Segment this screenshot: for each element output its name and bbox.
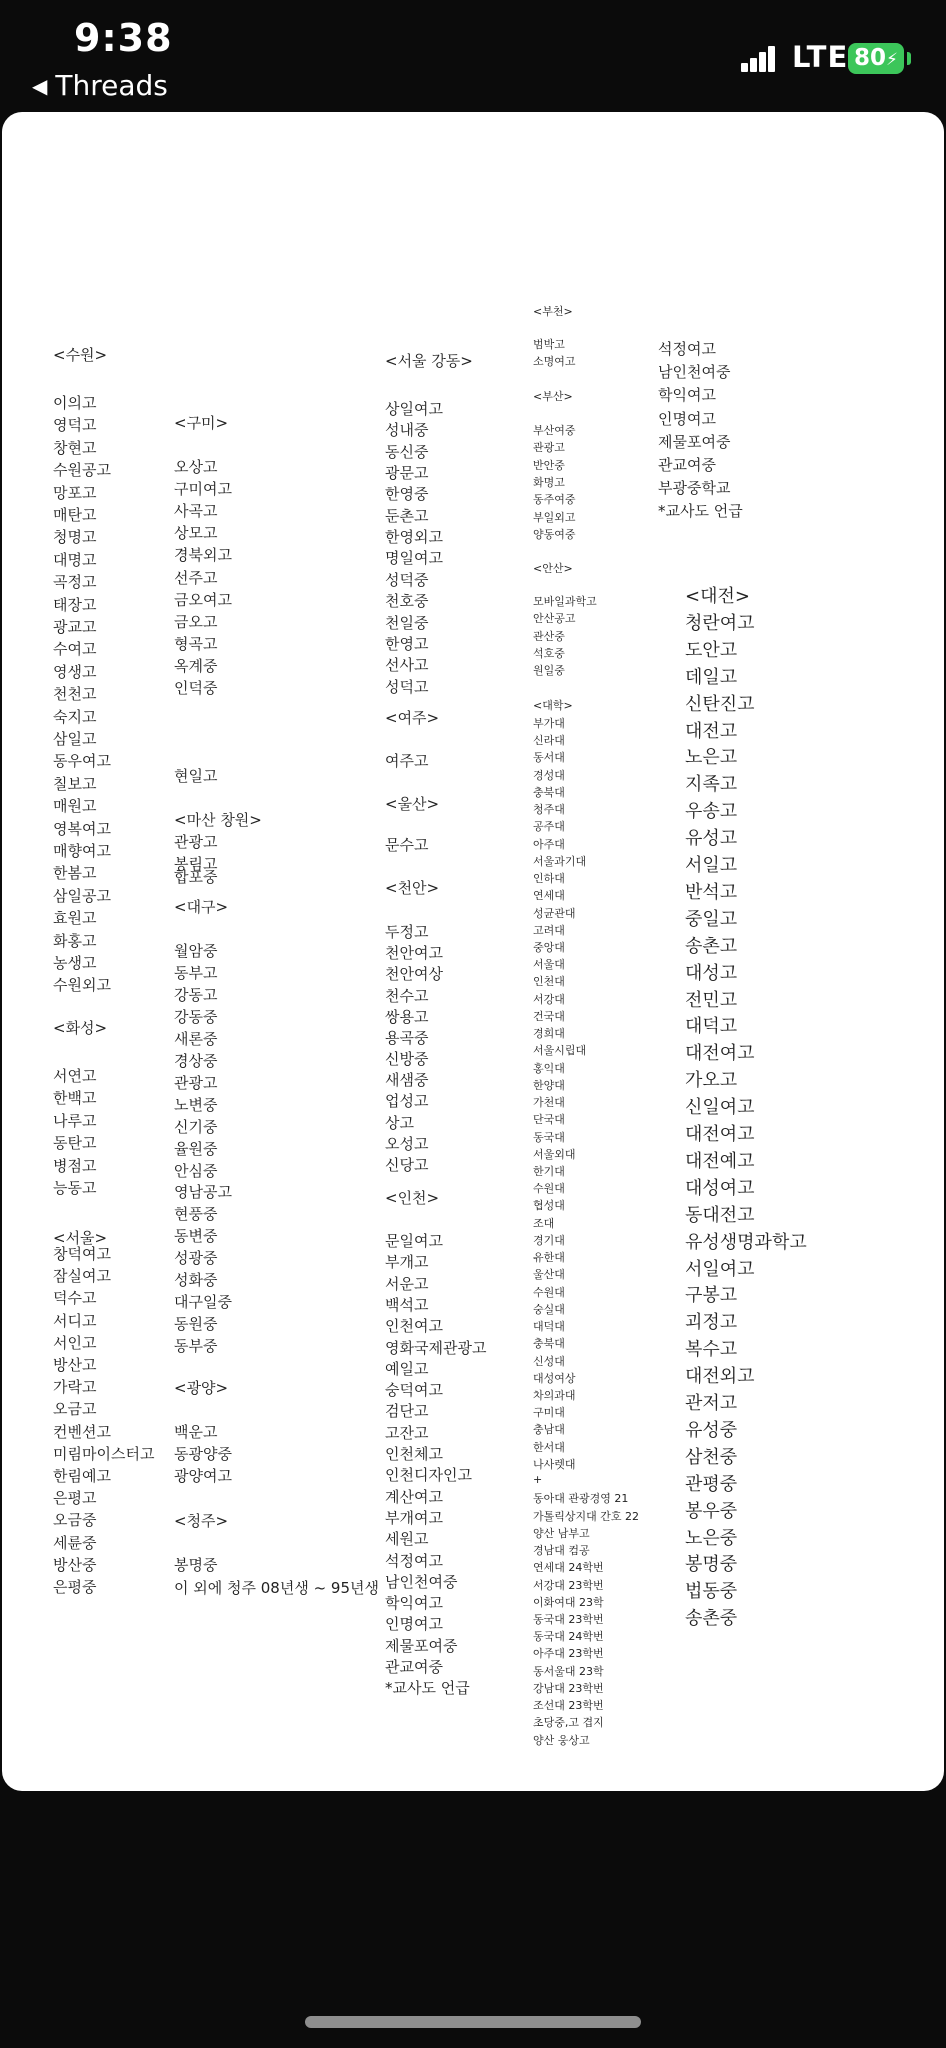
list-item: 석정여고 xyxy=(658,340,716,358)
list-item: 수원대 xyxy=(533,1182,565,1196)
list-item: 대전예고 xyxy=(685,1150,755,1172)
list-item: 한영중 xyxy=(385,485,429,504)
list-item: 중일고 xyxy=(685,908,738,930)
list-item: 충남대 xyxy=(533,1423,565,1437)
list-item: 컨벤션고 xyxy=(53,1422,111,1441)
list-item: 백운고 xyxy=(174,1423,218,1441)
list-item: 건국대 xyxy=(533,1009,565,1023)
list-item: 서울과기대 xyxy=(533,854,587,868)
list-item: 화홍고 xyxy=(53,931,97,950)
list-item: 경상중 xyxy=(174,1051,218,1070)
region-heading: <대구> xyxy=(174,898,229,916)
list-item: 부광중학교 xyxy=(658,479,731,498)
list-item: 잠실여고 xyxy=(53,1267,111,1286)
list-item: 오상고 xyxy=(174,458,218,476)
list-item: 청란여고 xyxy=(685,612,755,634)
list-item: 한백고 xyxy=(53,1089,97,1108)
list-item: 유성고 xyxy=(685,828,738,850)
list-item: 안심중 xyxy=(174,1161,218,1180)
list-item: 미림마이스터고 xyxy=(53,1444,155,1463)
list-item: 창덕여고 xyxy=(53,1245,111,1263)
region-heading: <대전> xyxy=(685,586,750,607)
list-item: 영화국제관광고 xyxy=(385,1338,487,1357)
list-item: 초당중,고 겹지 xyxy=(533,1716,604,1730)
list-item: 광교고 xyxy=(53,618,97,636)
list-item: 서울시립대 xyxy=(533,1044,587,1058)
list-item: 서강대 xyxy=(533,992,565,1006)
list-item: 대덕대 xyxy=(533,1320,565,1334)
list-item: 유성중 xyxy=(685,1419,738,1441)
list-item: 가오고 xyxy=(685,1070,738,1092)
list-item: 천호중 xyxy=(385,592,429,611)
list-item: 방산고 xyxy=(53,1356,97,1374)
list-item: 제물포여중 xyxy=(385,1636,458,1655)
list-item: 오금중 xyxy=(53,1511,97,1530)
list-item: 청주대 xyxy=(533,803,565,817)
list-item: 봉우중 xyxy=(685,1500,738,1522)
list-item: 농생고 xyxy=(53,954,97,972)
list-item: 대전고 xyxy=(685,720,738,742)
list-item: 한기대 xyxy=(533,1164,565,1178)
list-item: 관산중 xyxy=(533,629,565,643)
list-item: 소명여고 xyxy=(533,355,576,369)
list-item: 부가대 xyxy=(533,717,565,730)
status-bar xyxy=(0,0,946,110)
list-item: 성내중 xyxy=(385,421,429,440)
list-item: 신방중 xyxy=(385,1050,429,1069)
list-item: 화명고 xyxy=(533,475,565,489)
list-item: 율원중 xyxy=(174,1139,218,1158)
region-heading: <구미> xyxy=(174,414,229,432)
list-item: 전민고 xyxy=(685,989,738,1011)
region-heading: <청주> xyxy=(174,1512,229,1530)
list-item: 원일중 xyxy=(533,664,565,678)
list-item: 서울대 xyxy=(533,958,565,972)
list-item: 여주고 xyxy=(385,752,429,770)
list-item: 동서대 xyxy=(533,751,565,765)
list-item: 데일고 xyxy=(685,666,738,688)
list-item: 충북대 xyxy=(533,785,565,799)
list-item: 성광중 xyxy=(174,1249,218,1268)
list-item: 쌍용고 xyxy=(385,1007,429,1026)
list-item: 월암중 xyxy=(174,942,218,960)
list-item: 노은고 xyxy=(685,747,738,769)
list-item: 백석고 xyxy=(385,1295,429,1314)
list-item: 고잔고 xyxy=(385,1423,429,1442)
list-item: 세원고 xyxy=(385,1530,429,1549)
list-item: 형곡고 xyxy=(174,634,218,653)
list-item: 선주고 xyxy=(174,568,218,587)
list-item: 송촌고 xyxy=(685,935,738,957)
list-item: 반석고 xyxy=(685,881,738,903)
list-item: 관저고 xyxy=(685,1393,738,1414)
list-item: 안산공고 xyxy=(533,612,576,626)
list-item: 한영고 xyxy=(385,634,429,653)
list-item: 강남대 23학번 xyxy=(533,1681,604,1695)
list-item: *교사도 언급 xyxy=(385,1679,470,1698)
list-item: 경남대 컴공 xyxy=(533,1544,590,1558)
list-item: 단국대 xyxy=(533,1113,565,1127)
list-item: 노변중 xyxy=(174,1095,218,1114)
list-item: 삼일고 xyxy=(53,730,97,748)
list-item: 동국대 24학번 xyxy=(533,1630,604,1644)
list-item: 가천대 xyxy=(533,1096,565,1110)
region-heading: <수원> xyxy=(53,346,108,364)
list-item: 이화여대 23학 xyxy=(533,1595,604,1609)
region-heading: <천안> xyxy=(385,879,440,897)
list-item: 구미대 xyxy=(533,1406,565,1420)
region-heading: <인천> xyxy=(385,1189,440,1207)
list-item: 경희대 xyxy=(533,1027,565,1041)
list-item: 동변중 xyxy=(174,1227,218,1246)
list-item: 남인천여중 xyxy=(658,363,731,382)
list-item: 서인고 xyxy=(53,1333,97,1352)
list-item: 유성생명과학고 xyxy=(685,1231,807,1253)
list-item: 강동중 xyxy=(174,1007,218,1026)
list-item: 방산중 xyxy=(53,1555,97,1574)
list-item: 명일여고 xyxy=(385,549,443,568)
list-item: 봉명중 xyxy=(685,1554,738,1576)
list-item: 동서울대 23학 xyxy=(533,1664,604,1678)
list-item: 신당고 xyxy=(385,1155,429,1174)
list-item: 구봉고 xyxy=(685,1285,738,1307)
list-item: 경북외고 xyxy=(174,546,232,565)
clock: 9:38 xyxy=(74,16,173,60)
region-heading: <부산> xyxy=(533,390,573,403)
list-item: 청명고 xyxy=(53,528,97,547)
list-item: 공주대 xyxy=(533,820,565,834)
list-item: 대성여상 xyxy=(533,1371,576,1385)
list-item: 나사렛대 xyxy=(533,1457,576,1471)
list-item: 동부고 xyxy=(174,963,218,982)
list-item: 모바일과학고 xyxy=(533,595,597,608)
region-heading: <화성> xyxy=(53,1019,108,1037)
list-item: 신기중 xyxy=(174,1117,218,1136)
list-item: 매원고 xyxy=(53,797,97,816)
list-item: 능동고 xyxy=(53,1179,97,1197)
list-item: 차의과대 xyxy=(533,1388,576,1402)
list-item: 법동중 xyxy=(685,1581,738,1603)
list-item: 이 외에 청주 08년생 ~ 95년생 xyxy=(174,1579,379,1597)
list-item: 조선대 23학번 xyxy=(533,1699,604,1713)
list-item: 서강대 23학번 xyxy=(533,1578,604,1592)
list-item: 대성고 xyxy=(685,962,738,984)
list-item: 광양여고 xyxy=(174,1467,232,1485)
list-item: 양동여중 xyxy=(533,527,576,541)
list-item: 동원중 xyxy=(174,1315,218,1334)
back-to-threads-button[interactable] xyxy=(32,69,168,102)
list-item: 협성대 xyxy=(533,1199,565,1213)
region-heading: <광양> xyxy=(174,1379,229,1397)
list-item: 태장고 xyxy=(53,595,97,614)
list-item: 나루고 xyxy=(53,1111,97,1130)
list-item: 덕수고 xyxy=(53,1289,97,1308)
list-item: 중앙대 xyxy=(533,940,565,954)
list-item: 반안중 xyxy=(533,458,565,472)
list-item: 신탄진고 xyxy=(685,693,755,715)
list-item: 은평중 xyxy=(53,1578,97,1596)
list-item: 한봄고 xyxy=(53,864,97,883)
list-item: 성덕중 xyxy=(385,570,429,589)
list-item: 인명여고 xyxy=(385,1615,443,1634)
list-item: 영남공고 xyxy=(174,1183,232,1202)
list-item: 천천고 xyxy=(53,685,97,704)
list-item: 양산 남부고 xyxy=(533,1526,590,1540)
list-item: 경기대 xyxy=(533,1233,565,1247)
list-item: 수원대 xyxy=(533,1285,565,1299)
list-item: 문일여고 xyxy=(385,1232,443,1250)
list-item: 양산 웅상고 xyxy=(533,1733,590,1747)
list-item: 석호중 xyxy=(533,646,565,660)
list-item: 용곡중 xyxy=(385,1028,429,1047)
list-item: 동국대 23학번 xyxy=(533,1612,604,1626)
list-item: 상모고 xyxy=(174,524,218,543)
list-item: 동주여중 xyxy=(533,493,576,507)
list-item: 대전외고 xyxy=(685,1366,755,1388)
list-item: 둔촌고 xyxy=(385,506,429,525)
list-item: 인천여고 xyxy=(385,1317,443,1336)
list-item: 천일중 xyxy=(385,613,429,632)
list-item: 숭실대 xyxy=(533,1302,565,1316)
list-item: 성덕고 xyxy=(385,677,429,696)
list-item: 오성고 xyxy=(385,1134,429,1153)
list-item: 충북대 xyxy=(533,1337,565,1351)
list-item: 두정고 xyxy=(385,923,429,941)
list-item: 동광양중 xyxy=(174,1445,232,1463)
list-item: 유한대 xyxy=(533,1251,565,1265)
list-item: 도안고 xyxy=(685,639,738,661)
list-item: 세륜중 xyxy=(53,1533,97,1552)
list-item: 동아대 관광경영 21 xyxy=(533,1492,629,1506)
list-item: 동국대 xyxy=(533,1130,565,1144)
list-item: 삼천중 xyxy=(685,1446,738,1468)
list-item: 복수고 xyxy=(685,1339,738,1361)
list-item: 범박고 xyxy=(533,338,565,351)
list-item: 망포고 xyxy=(53,483,97,502)
list-item: 홍익대 xyxy=(533,1061,565,1075)
list-item: 학익여고 xyxy=(658,386,716,405)
list-item: 인명여고 xyxy=(658,409,716,428)
list-item: 성화중 xyxy=(174,1271,218,1290)
list-item: 현풍중 xyxy=(174,1205,218,1224)
list-item: 동신중 xyxy=(385,442,429,461)
list-item: 곡정고 xyxy=(53,573,97,592)
list-item: 부개여고 xyxy=(385,1508,443,1527)
list-item: 한서대 xyxy=(533,1440,565,1454)
battery-icon: 80⚡ xyxy=(848,43,904,74)
list-item: 대명고 xyxy=(53,550,97,569)
list-item: 계산여고 xyxy=(385,1487,443,1506)
list-item: 상일여고 xyxy=(385,400,443,418)
list-item: 봉명중 xyxy=(174,1556,218,1574)
image-card[interactable] xyxy=(2,112,944,1791)
list-item: 사곡고 xyxy=(174,502,218,521)
list-item: 매탄고 xyxy=(53,506,97,524)
list-item: 부산여중 xyxy=(533,424,576,437)
list-item: 부개고 xyxy=(385,1253,429,1272)
list-item: 고려대 xyxy=(533,923,565,937)
network-type: LTE xyxy=(792,40,849,74)
list-item: 예일고 xyxy=(385,1359,429,1378)
list-item: 천안여고 xyxy=(385,944,443,963)
list-item: 강동고 xyxy=(174,985,218,1004)
list-item: 송촌중 xyxy=(685,1608,738,1630)
region-heading: <마산 창원> xyxy=(174,811,262,829)
list-item: 한양대 xyxy=(533,1078,565,1092)
list-item: 노은중 xyxy=(685,1527,738,1549)
list-item: 인천대 xyxy=(533,975,565,989)
region-heading: <대학> xyxy=(533,699,573,712)
region-heading: <안산> xyxy=(533,562,573,575)
list-item: 구미여고 xyxy=(174,480,232,499)
list-item: 동부중 xyxy=(174,1337,218,1356)
list-item: 한림예고 xyxy=(53,1467,111,1485)
list-item: 금오여고 xyxy=(174,590,232,609)
list-item: 서울외대 xyxy=(533,1147,576,1161)
region-heading: <여주> xyxy=(385,709,440,727)
list-item: 관평중 xyxy=(685,1473,738,1495)
region-heading: <울산> xyxy=(385,795,440,813)
list-item: 인하대 xyxy=(533,872,565,886)
list-item: 동우여고 xyxy=(53,752,111,771)
list-item: 관광고 xyxy=(533,441,565,455)
list-item: 천수고 xyxy=(385,986,429,1005)
list-item: 성균관대 xyxy=(533,906,576,920)
list-item: 석정여고 xyxy=(385,1551,443,1570)
list-item: 대전여고 xyxy=(685,1124,755,1145)
list-item: 병점고 xyxy=(53,1156,97,1175)
list-item: 수원공고 xyxy=(53,461,111,480)
list-item: 새론중 xyxy=(174,1029,218,1048)
list-item: 봉림고 xyxy=(174,855,218,873)
list-item: 서일여고 xyxy=(685,1258,755,1280)
list-item: 매향여고 xyxy=(53,842,111,860)
list-item: 숭덕여고 xyxy=(385,1381,443,1400)
list-item: 삼일공고 xyxy=(53,886,111,905)
list-item: 선사고 xyxy=(385,656,429,675)
signal-bars-icon xyxy=(741,44,777,72)
list-item: 우송고 xyxy=(685,801,738,823)
list-item: + xyxy=(533,1473,543,1487)
list-item: 문수고 xyxy=(385,836,429,854)
list-item: 동대전고 xyxy=(685,1204,755,1226)
list-item: 효원고 xyxy=(53,909,97,928)
list-item: 이의고 xyxy=(53,394,97,412)
list-item: 숙지고 xyxy=(53,707,97,726)
list-item: 검단고 xyxy=(385,1402,429,1421)
list-item: 옥계중 xyxy=(174,656,218,675)
list-item: 신라대 xyxy=(533,734,565,748)
list-item: 아주대 xyxy=(533,837,565,851)
list-item: 조대 xyxy=(533,1216,555,1230)
region-heading: <서울 강동> xyxy=(385,352,473,370)
list-item: 업성고 xyxy=(385,1092,429,1111)
list-item: 광문고 xyxy=(385,464,429,483)
list-item: 대구일중 xyxy=(174,1293,232,1312)
list-item: 대덕고 xyxy=(685,1016,738,1038)
list-item: 서디고 xyxy=(53,1311,97,1330)
list-item: 괴정고 xyxy=(685,1312,738,1334)
list-item: 관교여중 xyxy=(658,456,716,474)
list-item: 한영외고 xyxy=(385,528,443,547)
battery-level: 80 xyxy=(854,45,887,71)
list-item: 인천디자인고 xyxy=(385,1466,472,1485)
list-item: 칠보고 xyxy=(53,774,97,793)
list-item: 은평고 xyxy=(53,1489,97,1508)
list-item: 제물포여중 xyxy=(658,432,731,451)
list-item: 가톨릭상지대 간호 22 xyxy=(533,1509,639,1523)
list-item: 부일외고 xyxy=(533,510,576,524)
list-item: 서일고 xyxy=(685,855,738,876)
list-item: 인천체고 xyxy=(385,1445,443,1463)
list-item: 가락고 xyxy=(53,1378,97,1397)
list-item: 지족고 xyxy=(685,774,738,796)
list-item: *교사도 언급 xyxy=(658,502,743,521)
list-item: 서운고 xyxy=(385,1274,429,1293)
list-item: 영복여고 xyxy=(53,819,111,838)
list-item: 수여고 xyxy=(53,640,97,659)
list-item: 오금고 xyxy=(53,1400,97,1419)
list-item: 관광고 xyxy=(174,833,218,851)
list-item: 동탄고 xyxy=(53,1134,97,1153)
region-heading: <부천> xyxy=(533,305,573,318)
list-item: 아주대 23학번 xyxy=(533,1647,604,1661)
list-item: 서연고 xyxy=(53,1067,97,1085)
list-item: 울산대 xyxy=(533,1268,565,1282)
list-item: 천안여상 xyxy=(385,965,443,984)
list-item: 신성대 xyxy=(533,1354,565,1368)
list-item: 수원외고 xyxy=(53,976,111,995)
list-item: 합포중 xyxy=(174,868,218,886)
list-item: 새샘중 xyxy=(385,1071,429,1090)
list-item: 대전여고 xyxy=(685,1043,755,1065)
list-item: 현일고 xyxy=(174,767,218,785)
list-item: 남인천여중 xyxy=(385,1572,458,1591)
list-item: 인덕중 xyxy=(174,679,218,697)
list-item: 경성대 xyxy=(533,768,565,782)
list-item: 관광고 xyxy=(174,1073,218,1092)
list-item: 연세대 xyxy=(533,889,565,903)
list-item: 신일여고 xyxy=(685,1097,755,1119)
list-item: 학익여고 xyxy=(385,1594,443,1613)
list-item: 대성여고 xyxy=(685,1177,755,1199)
list-item: 상고 xyxy=(385,1113,414,1132)
region-heading: <서울> xyxy=(53,1229,108,1247)
list-item: 영덕고 xyxy=(53,416,97,435)
back-triangle-icon: ◀ xyxy=(32,74,48,98)
home-indicator[interactable] xyxy=(305,2016,641,2028)
back-label: Threads xyxy=(55,69,168,102)
list-item: 금오고 xyxy=(174,612,218,631)
list-item: 창현고 xyxy=(53,438,97,457)
list-item: 관교여중 xyxy=(385,1658,443,1676)
list-item: 연세대 24학번 xyxy=(533,1561,604,1575)
list-item: 영생고 xyxy=(53,662,97,681)
